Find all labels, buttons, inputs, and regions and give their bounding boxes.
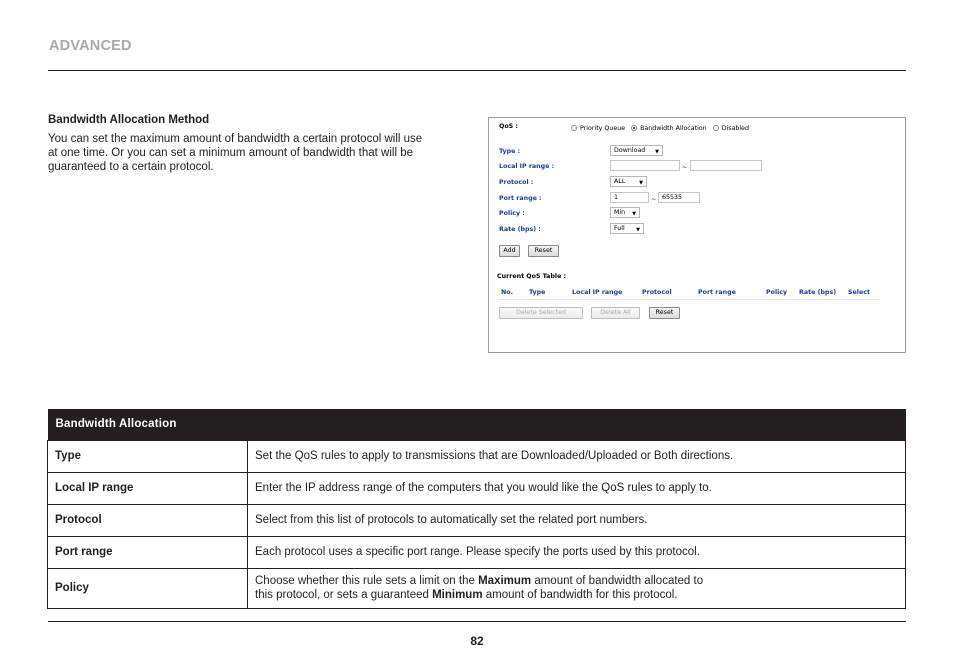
dropdown-caret-icon: ▼ (632, 211, 636, 217)
type-select-value: Download (614, 147, 646, 154)
qos-col-rate: Rate (bps) (799, 289, 837, 296)
dropdown-caret-icon: ▼ (636, 227, 640, 233)
policy-description-line-1 (255, 574, 898, 588)
qos-settings-screenshot (488, 117, 906, 353)
radio-selected-icon (631, 125, 637, 131)
table-header: Bandwidth Allocation (48, 409, 906, 440)
protocol-select[interactable] (610, 176, 647, 187)
reset-table-button[interactable]: Reset (649, 307, 680, 319)
qos-col-select: Select (848, 289, 870, 296)
row-description: Set the QoS rules to apply to transmissions that are Downloaded/Uploaded or Both directions. (248, 440, 906, 472)
policy-select-value: Min (614, 209, 626, 216)
port-range-label: Port range : (499, 195, 542, 202)
qos-col-no: No. (501, 289, 513, 296)
radio-icon (571, 125, 577, 131)
dropdown-caret-icon: ▼ (639, 180, 643, 186)
dropdown-caret-icon: ▼ (655, 149, 659, 155)
qos-col-local-ip: Local IP range (572, 289, 623, 296)
delete-all-button[interactable]: Delete All (591, 307, 640, 319)
qos-option-label: Priority Queue (580, 124, 626, 132)
port-from-input[interactable]: 1 (610, 192, 649, 203)
qos-col-type: Type (529, 289, 546, 296)
row-description: Enter the IP address range of the computers that you would like the QoS rules to apply to. (248, 472, 906, 504)
row-key: Protocol (48, 504, 248, 536)
qos-table-title: Current QoS Table : (497, 273, 567, 280)
rate-select[interactable] (610, 223, 644, 234)
policy-description-line-2 (255, 588, 898, 602)
qos-option-priority-queue[interactable] (571, 125, 625, 132)
policy-label: Policy : (499, 210, 525, 217)
local-ip-to-input[interactable] (690, 160, 762, 171)
method-title: Bandwidth Allocation Method (48, 114, 210, 126)
page-number: 82 (470, 634, 484, 648)
qos-option-disabled[interactable] (713, 125, 749, 132)
row-description: Select from this list of protocols to automatically set the related port numbers. (248, 504, 906, 536)
type-label: Type : (499, 148, 521, 155)
local-ip-label: Local IP range : (499, 163, 555, 170)
header-divider (48, 70, 906, 71)
table-row (48, 440, 906, 472)
qos-table-divider (498, 299, 880, 300)
qos-option-label: Disabled (721, 124, 750, 132)
row-key: Port range (48, 536, 248, 568)
table-row (48, 536, 906, 568)
text-segment: amount of bandwidth allocated to (531, 575, 704, 587)
method-description: You can set the maximum amount of bandwidth a certain protocol will use at one time. Or you can set a minimum amount of bandwidth that will be guaranteed to a certain protocol. (48, 133, 423, 173)
bandwidth-allocation-table (47, 409, 906, 609)
qos-col-protocol: Protocol (642, 289, 672, 296)
table-row (48, 504, 906, 536)
footer-divider (48, 621, 906, 622)
radio-icon (713, 125, 719, 131)
qos-option-bandwidth-allocation[interactable] (631, 125, 707, 132)
local-ip-from-input[interactable] (610, 160, 680, 171)
row-description (248, 568, 906, 608)
text-segment: amount of bandwidth for this protocol. (482, 589, 678, 601)
row-key: Type (48, 440, 248, 472)
qos-col-port-range: Port range (698, 289, 736, 296)
text-segment: Choose whether this rule sets a limit on the (255, 575, 479, 587)
protocol-select-value: ALL (614, 178, 626, 185)
rate-label: Rate (bps) : (499, 226, 541, 233)
emphasis-maximum: Maximum (478, 575, 532, 587)
protocol-label: Protocol : (499, 179, 534, 186)
emphasis-minimum: Minimum (432, 589, 483, 601)
qos-label: QoS : (499, 123, 518, 130)
port-to-input[interactable]: 65535 (658, 192, 700, 203)
row-key: Local IP range (48, 472, 248, 504)
range-separator: ~ (682, 164, 688, 171)
qos-option-label: Bandwidth Allocation (640, 124, 707, 132)
section-header: ADVANCED (49, 38, 132, 54)
qos-col-policy: Policy (766, 289, 788, 296)
policy-select[interactable] (610, 207, 640, 218)
delete-selected-button[interactable]: Delete Selected (499, 307, 583, 319)
row-description: Each protocol uses a specific port range. Please specify the ports used by this protocol. (248, 536, 906, 568)
table-row (48, 568, 906, 608)
text-segment: this protocol, or sets a guaranteed (255, 589, 433, 601)
range-separator: ~ (651, 196, 657, 203)
type-select[interactable] (610, 145, 663, 156)
row-key: Policy (48, 568, 248, 608)
table-row (48, 472, 906, 504)
rate-select-value: Full (614, 225, 625, 232)
qos-radio-group (571, 123, 755, 133)
reset-button[interactable]: Reset (528, 245, 559, 257)
add-button[interactable]: Add (499, 245, 520, 257)
